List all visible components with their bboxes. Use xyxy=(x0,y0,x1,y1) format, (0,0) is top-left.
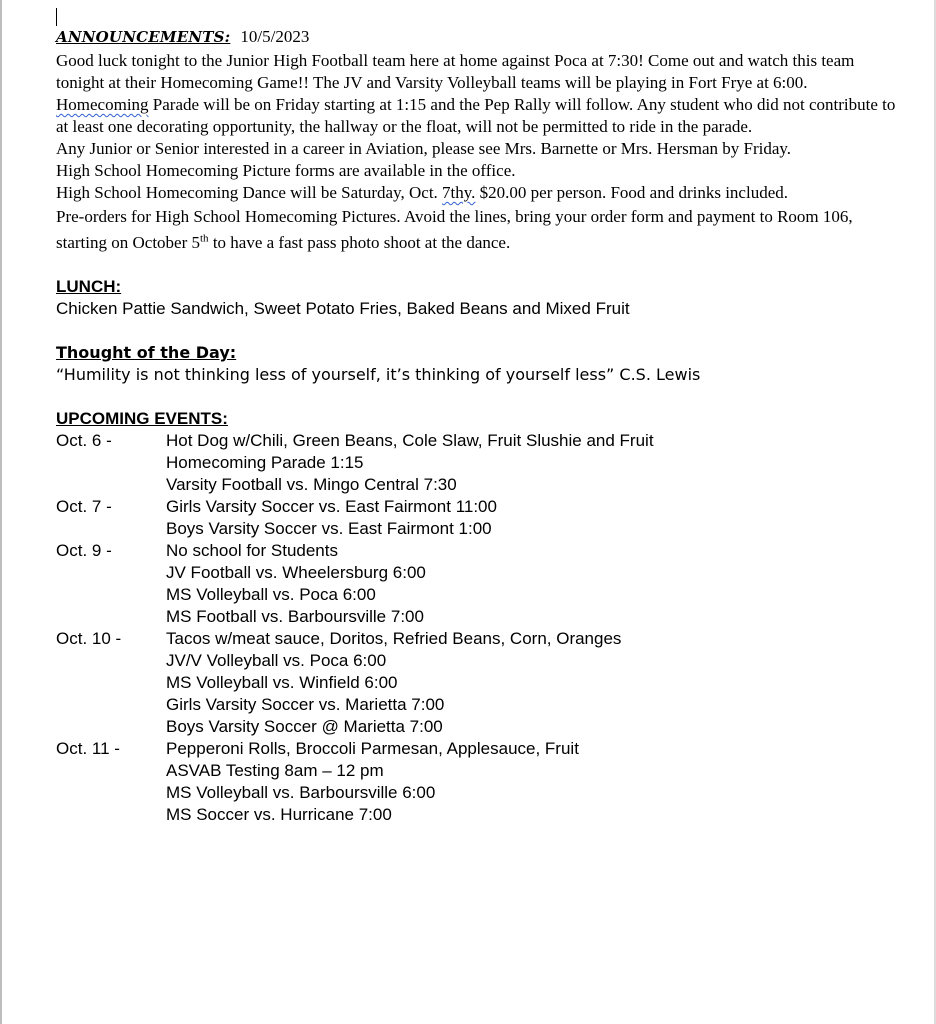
paragraph-preorders xyxy=(56,204,896,256)
thought-heading: Thought of the Day: xyxy=(56,343,237,362)
event-item: MS Football vs. Barboursville 7:00 xyxy=(166,607,424,626)
thought-quote: “Humility is not thinking less of yourself, it’s thinking of yourself less” C.S. Lewis xyxy=(56,365,701,384)
event-item: Girls Varsity Soccer vs. East Fairmont 11:00 xyxy=(166,497,497,516)
event-group xyxy=(56,540,896,628)
text-cursor xyxy=(56,8,57,26)
event-item: Pepperoni Rolls, Broccoli Parmesan, Applesauce, Fruit xyxy=(166,739,579,758)
paragraph-picture-forms: High School Homecoming Picture forms are available in the office. xyxy=(56,161,516,180)
lunch-menu: Chicken Pattie Sandwich, Sweet Potato Fries, Baked Beans and Mixed Fruit xyxy=(56,299,630,318)
event-item: MS Soccer vs. Hurricane 7:00 xyxy=(166,805,392,824)
paragraph-aviation: Any Junior or Senior interested in a career in Aviation, please see Mrs. Barnette or Mrs. Hersman by Friday. xyxy=(56,139,792,158)
event-item: ASVAB Testing 8am – 12 pm xyxy=(166,761,384,780)
spellcheck-word-homecoming[interactable]: Homecoming xyxy=(56,95,149,114)
paragraph-parade-text: Parade will be on Friday starting at 1:15 and the Pep Rally will follow. Any student who did not contribute to at least one decorating opportunity, the hallway or the float, will not be permitted to ride in the parade. xyxy=(56,95,896,136)
paragraph-dance-text-c: $20.00 per person. Food and drinks included. xyxy=(475,183,788,202)
event-item: MS Volleyball vs. Barboursville 6:00 xyxy=(166,783,436,802)
page-edge-left xyxy=(0,0,2,1024)
event-date: Oct. 7 - xyxy=(56,497,112,516)
event-group xyxy=(56,628,896,738)
events-list xyxy=(56,430,896,826)
announcements-date: 10/5/2023 xyxy=(240,27,310,46)
ordinal-suffix: th xyxy=(200,232,209,245)
events-heading: UPCOMING EVENTS: xyxy=(56,409,228,428)
paragraph-football: Good luck tonight to the Junior High Football team here at home against Poca at 7:30! Come out and watch this team tonight at their Homecoming Game!! The JV and Varsity Volleyball teams will be playing in Fort Frye at 6:00. xyxy=(56,51,855,92)
event-date: Oct. 6 - xyxy=(56,431,112,450)
paragraph-dance-text-a: High School Homecoming Dance will be Saturday, Oct. xyxy=(56,183,443,202)
paragraph-preorders-text-a: Pre-orders for High School Homecoming Pictures. Avoid the lines, bring your order form and payment to Room 106, starting on October 5 xyxy=(56,207,853,252)
paragraph-parade xyxy=(56,94,896,138)
paragraph-preorders-text-b: to have a fast pass photo shoot at the dance. xyxy=(208,233,511,252)
event-item: Varsity Football vs. Mingo Central 7:30 xyxy=(166,475,457,494)
event-item: No school for Students xyxy=(166,541,338,560)
event-item: Boys Varsity Soccer vs. East Fairmont 1:00 xyxy=(166,519,492,538)
event-date: Oct. 11 - xyxy=(56,739,120,758)
event-item: Boys Varsity Soccer @ Marietta 7:00 xyxy=(166,717,443,736)
announcements-header xyxy=(56,26,896,50)
paragraph-dance xyxy=(56,182,896,204)
event-item: Hot Dog w/Chili, Green Beans, Cole Slaw, Fruit Slushie and Fruit xyxy=(166,431,654,450)
event-group xyxy=(56,738,896,826)
event-item: Homecoming Parade 1:15 xyxy=(166,453,364,472)
event-item: JV/V Volleyball vs. Poca 6:00 xyxy=(166,651,387,670)
document-body[interactable] xyxy=(56,26,896,826)
event-group xyxy=(56,496,896,540)
announcements-title: ANNOUNCEMENTS: xyxy=(56,28,231,46)
event-item: JV Football vs. Wheelersburg 6:00 xyxy=(166,563,426,582)
lunch-heading: LUNCH: xyxy=(56,277,122,296)
spellcheck-word-7thy[interactable]: 7thy. xyxy=(442,183,476,202)
event-date: Oct. 9 - xyxy=(56,541,112,560)
event-group xyxy=(56,430,896,496)
event-item: Tacos w/meat sauce, Doritos, Refried Beans, Corn, Oranges xyxy=(166,629,622,648)
event-date: Oct. 10 - xyxy=(56,629,122,648)
event-item: MS Volleyball vs. Poca 6:00 xyxy=(166,585,376,604)
event-item: MS Volleyball vs. Winfield 6:00 xyxy=(166,673,398,692)
event-item: Girls Varsity Soccer vs. Marietta 7:00 xyxy=(166,695,445,714)
